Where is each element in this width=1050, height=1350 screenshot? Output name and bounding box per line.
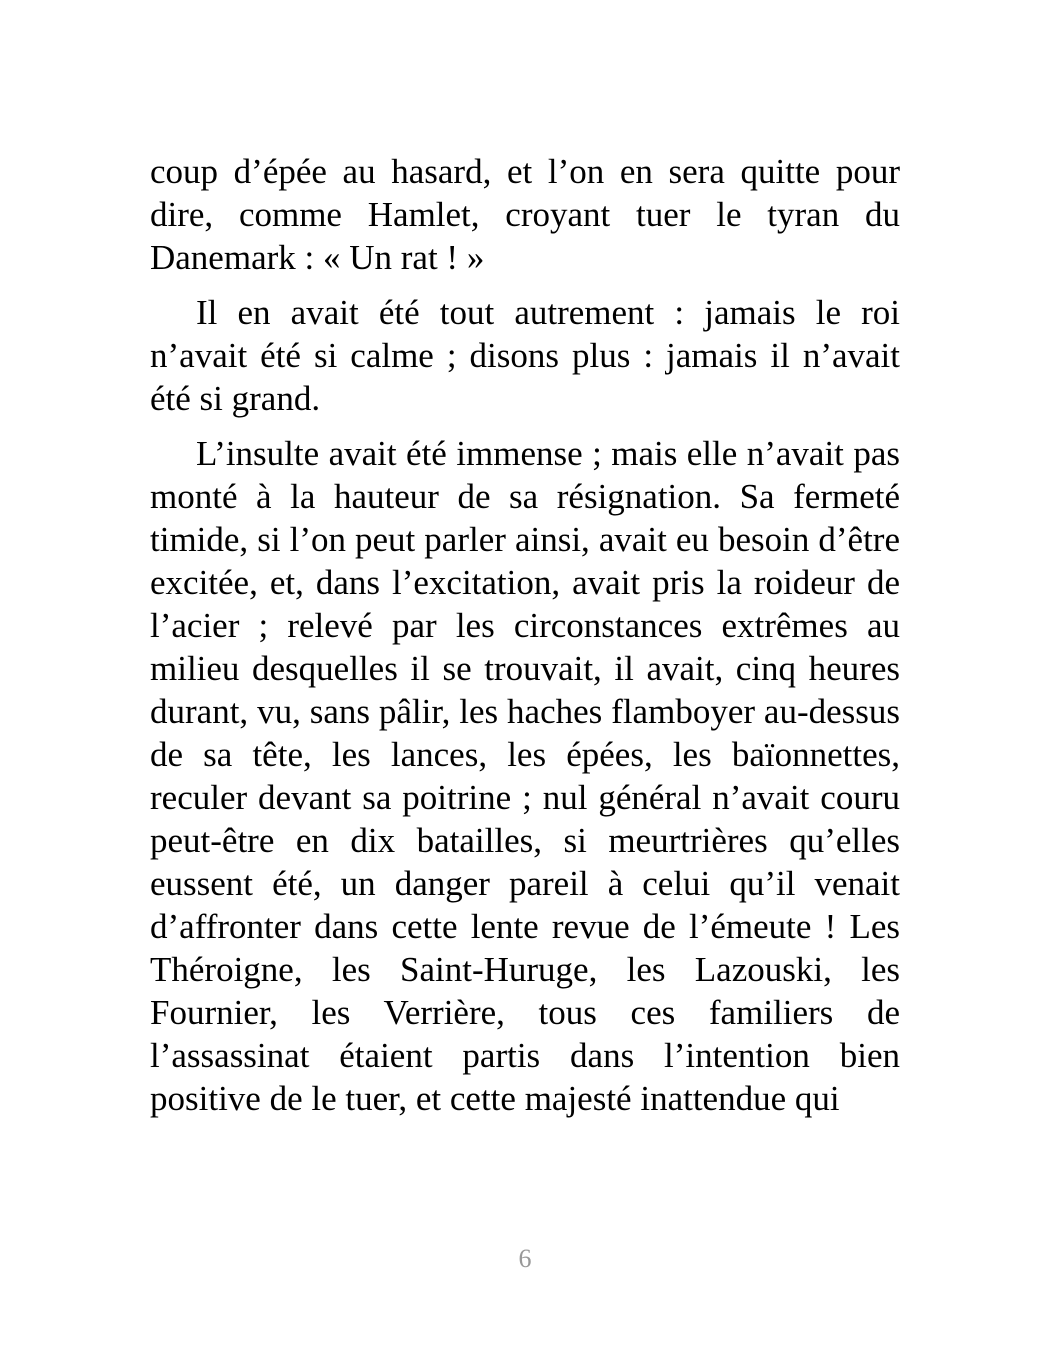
- paragraph-2: Il en avait été tout autrement : jamais le roi n’avait été si calme ; disons plus : jamais il n’avait été si grand.: [150, 293, 900, 418]
- paragraph-3: L’insulte avait été immense ; mais elle n’avait pas monté à la hauteur de sa résignation. Sa fermeté timide, si l’on peut parler ainsi, avait eu besoin d’être excitée, et, dans l’excitation, avait pris la roideur de l’acier ; relevé par les circonstances extrêmes au milieu desquelles il se trouvait, il avait, cinq heures durant, vu, sans pâlir, les haches flamboyer au-dessus de sa tête, les lances, les épées, les baïonnettes, reculer devant sa poitrine ; nul général n’avait couru peut-être en dix batailles, si meurtrières qu’elles eussent été, un danger pareil à celui qu’il venait d’affronter dans cette lente revue de l’émeute ! Les Théroigne, les Saint-Huruge, les Lazouski, les Fournier, les Verrière, tous ces familiers de l’assassinat étaient partis dans l’intention bien positive de le tuer, et cette majesté inattendue qui: [150, 434, 900, 1118]
- paragraph-1: coup d’épée au hasard, et l’on en sera quitte pour dire, comme Hamlet, croyant tuer le tyran du Danemark : « Un rat ! »: [150, 152, 900, 277]
- page-number: 6: [518, 1244, 532, 1273]
- page-body: [150, 150, 900, 1132]
